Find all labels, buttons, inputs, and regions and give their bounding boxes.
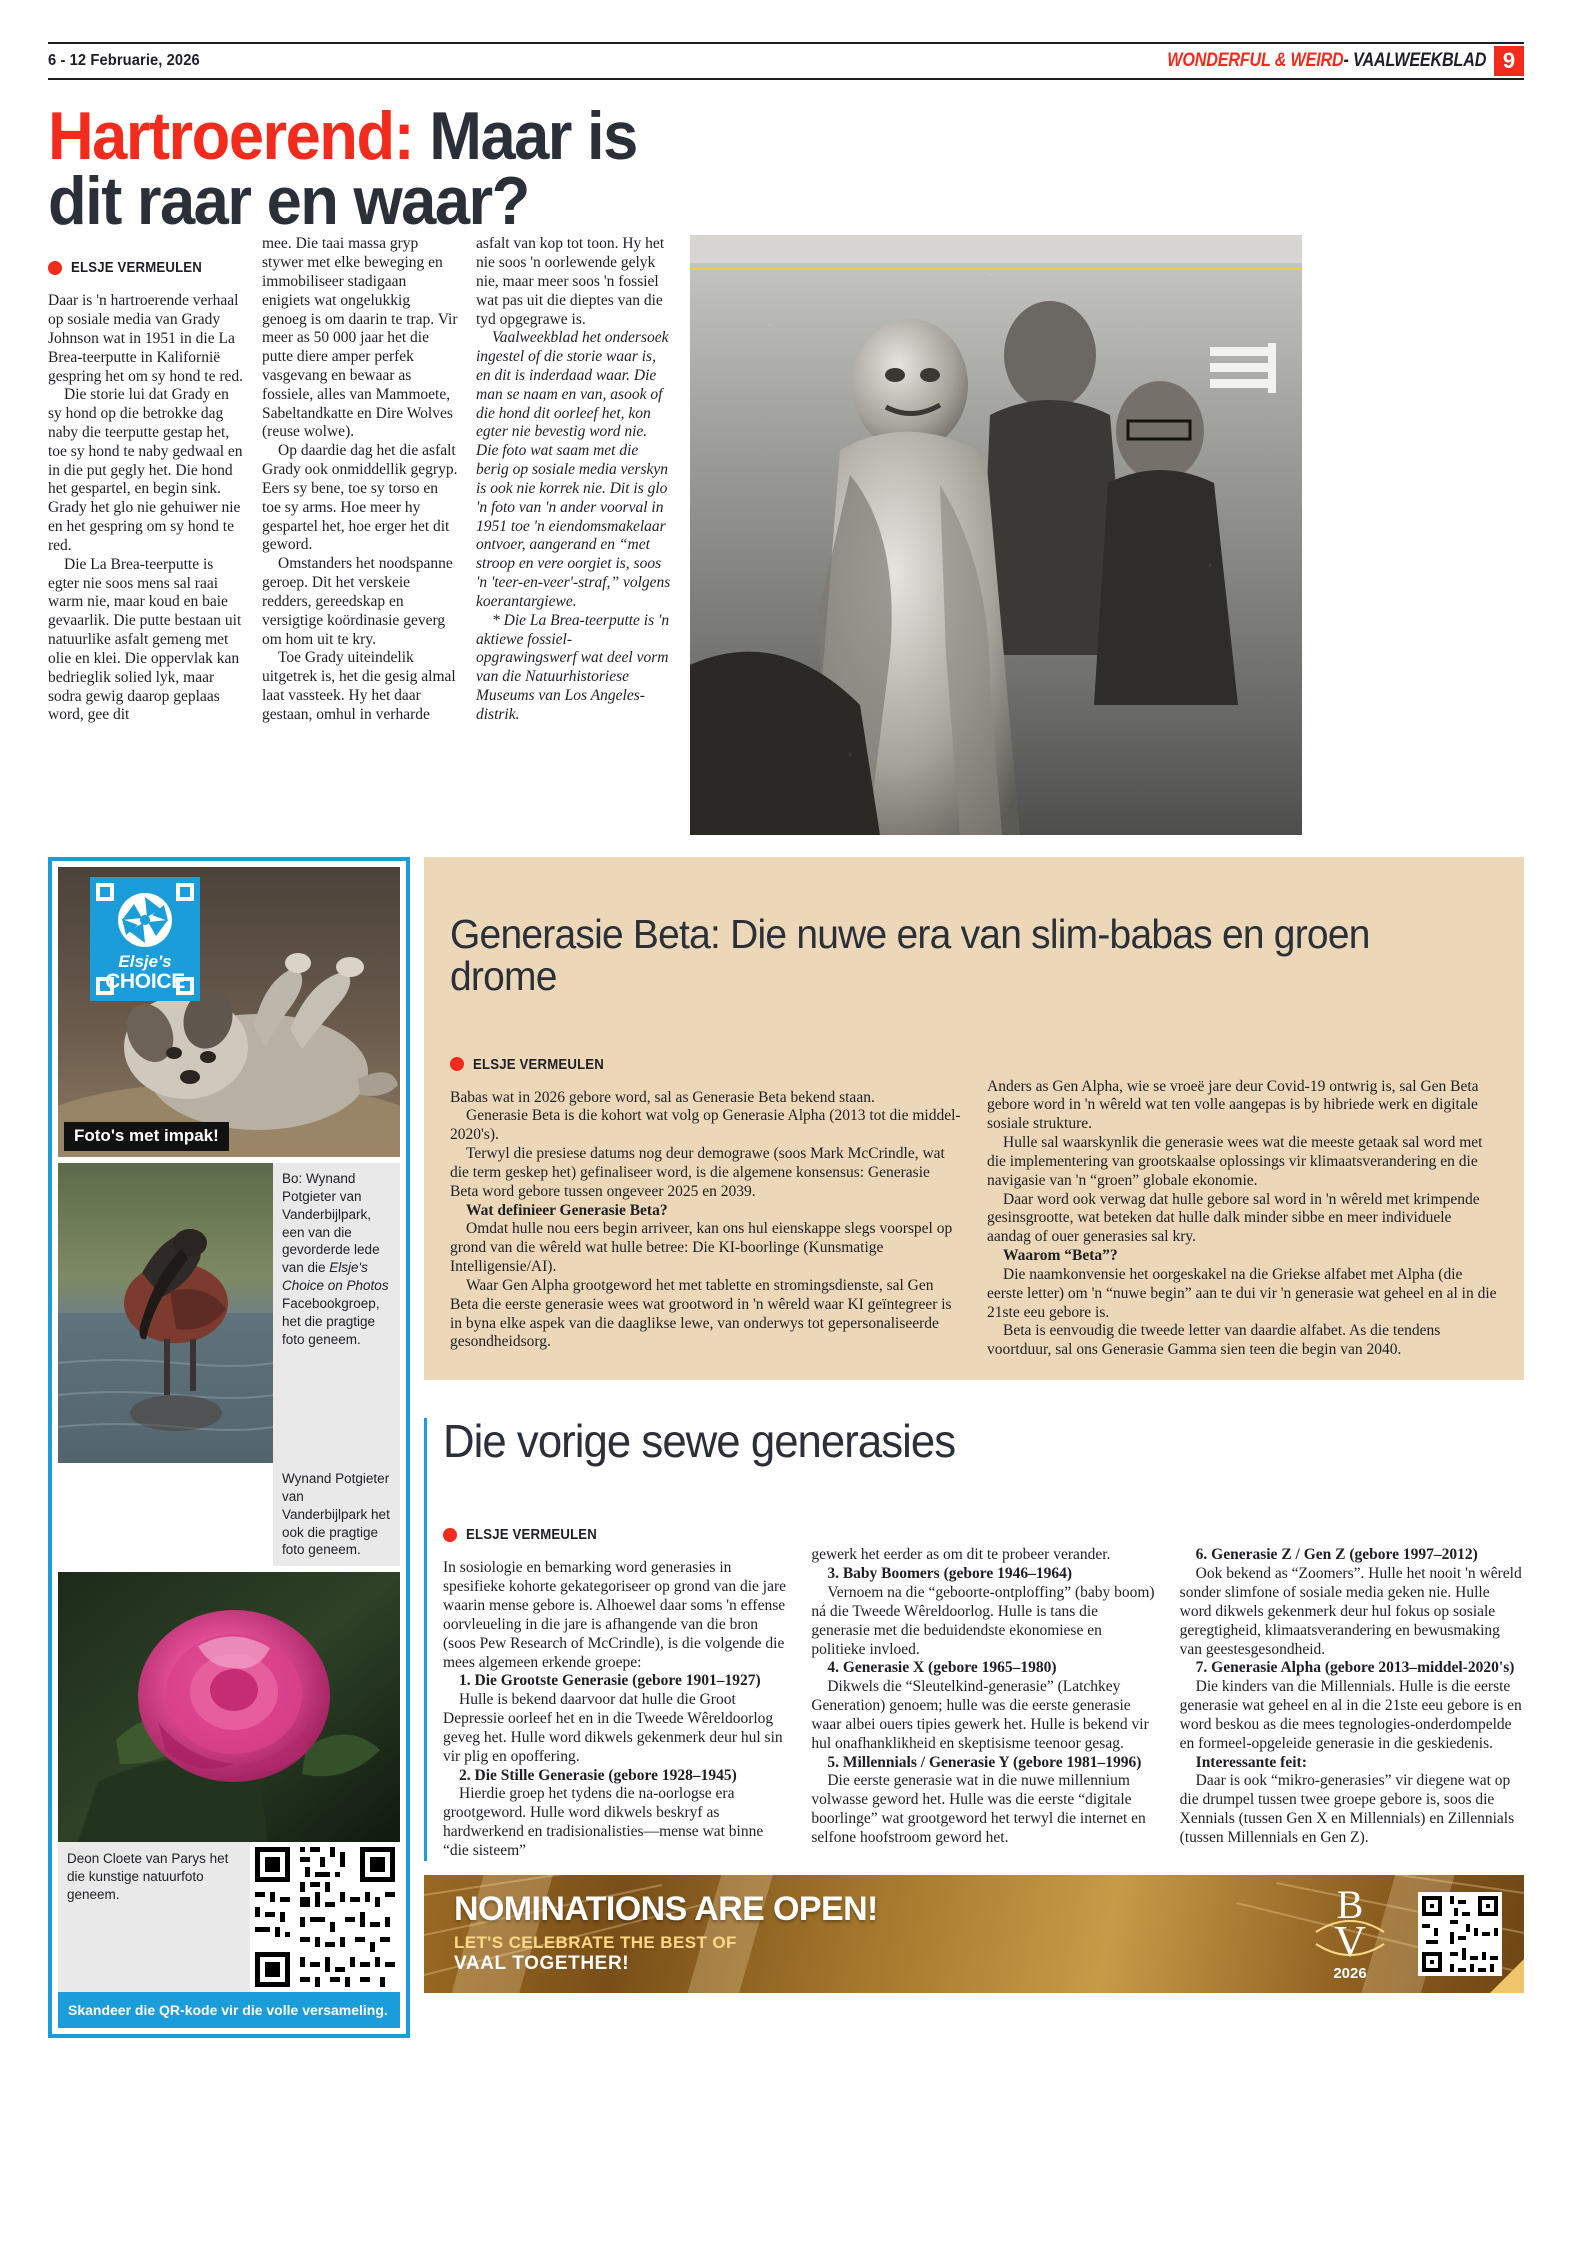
badge-corner-tl [96,883,114,901]
photo-dog [58,867,400,1157]
issue-date: 6 - 12 Februarie, 2026 [48,52,200,69]
paragraph: Babas wat in 2026 gebore word, sal as Generasie Beta bekend staan. [450,1088,875,1106]
ad-logo-year: 2026 [1333,1964,1367,1982]
byline-author: ELSJE VERMEULEN [71,259,203,277]
publication-brand [1167,50,1486,72]
paragraph: Hulle sal waarskynlik die generasie wees wat die meeste getaak sal word met die implementering van grootskaalse oplossings vir klimaatsverandering en die navigasie van 'n “groen” globale ekonomie. [987,1134,1483,1189]
photo-bird-image [58,1163,273,1463]
best-of-vaal-logo [1296,1882,1404,1986]
paragraph: Generasie Beta is die kohort wat volg op Generasie Alpha (2013 tot die middel-2020's). [450,1107,961,1144]
photo-rail [48,857,410,2038]
photo-caption-2: Wynand Potgieter van Vanderbijlpark het ook die pragtige foto geneem. [273,1463,400,1566]
beta-col2-spacer [987,1032,1498,1078]
byline-author: ELSJE VERMEULEN [473,1055,605,1073]
lead-photo [690,235,1302,835]
caption1-post: Facebookgroep, het die pragtige foto geneem. [282,1295,380,1347]
qr-caption-strip [58,1842,400,1992]
gens-col3-spacer [1180,1502,1524,1546]
paragraph: Daar is 'n hartroerende verhaal op sosiale media van Grady Johnson wat in 1951 in die La Brea-teerputte in Kalifornië gespring het om sy hond te red. [48,292,244,385]
lead-headline [48,98,643,239]
lead-col3-body [476,235,672,725]
paragraph: Dikwels die “Sleutelkind-generasie” (Latchkey Generation) genoem; hulle was die eerste generasie waar albei ouers tipies gewerk het. Hulle is bekend vir hul onafhanklikheid en skeptisisme teenoor gesag. [811,1678,1149,1752]
lead-article [48,235,1524,835]
beta-column-2 [987,1032,1498,1360]
badge-corner-br [176,977,194,995]
ad-logo-b: B [1336,1881,1364,1927]
gens-byline [443,1526,787,1543]
subheading: 3. Baby Boomers (gebore 1946–1964) [827,1565,1073,1583]
paragraph: Die eerste generasie wat in die nuwe millennium volwasse geword het. Hulle was die eerste “digitale boorlinge” wat grootgeword het terwyl die internet en selfone hoofstroom geword het. [811,1772,1146,1846]
paragraph: Hulle is bekend daarvoor dat hulle die Groot Depressie oorleef het en in die Tweede Wêreldoorlog geveg het. Hulle word dikwels gekenmerk deur hul sin vir plig en opoffering. [443,1691,783,1765]
paragraph: Omstanders het noodspanne geroep. Dit het verskeie redders, gereedskap en versigtige koördinasie geverg om hom uit te kry. [262,555,453,648]
caption1-pre: Bo: Wynand Potgieter van Vanderbijlpark, een van die gevorderde lede van die [282,1171,380,1276]
paragraph: Anders as Gen Alpha, wie se vroeë jare deur Covid-19 ontwrig is, sal Gen Beta gebore word in 'n wêreld wat ten volle aangepas is by hibriede werk en digitale sosiale strukture. [987,1077,1479,1133]
paragraph: mee. Die taai massa gryp stywer met elke beweging en immobiliseer stadigaan enigiets wat ongelukkig genoeg is om daarin te trap. Vir meer as 50 000 jaar het die putte diere amper perfek vasgevang en bewaar as fossiele, alles van Mammoete, Sabeltandkatte en Dire Wolves (reuse wolwe). [262,235,458,441]
brand-vaalweekblad: - VAALWEEKBLAD [1343,50,1486,71]
lead-byline [48,259,244,276]
subheading: 6. Generasie Z / Gen Z (gebore 1997–2012) [1195,1546,1478,1564]
paragraph: Die naamkonvensie het oorgeskakel na die Griekse alfabet met Alpha (die eerste letter) om 'n “nuwe begin” aan te dui vir 'n generasie wat geheel en al in die 21ste eeu gebore is. [987,1265,1497,1321]
photos-impact-label: Foto's met impak! [64,1122,229,1151]
paragraph: Vaalweekblad het ondersoek ingestel of die storie waar is, en dit is inderdaad waar. Die man se naam en van, asook of die hond dit oorleef het, kon egter nie bevestig word nie. Die foto wat saam met die berig op sosiale media verskyn is ook nie korrek nie. Dit is glo 'n foto van 'n ander voorval in 1951 toe 'n eiendomsmakelaar ontvoer, aangerand en “met stroop en vere oorgiet is, soos 'n 'teer-en-veer'-straf,” volgens koerantargiewe. [476,329,671,610]
elsjes-choice-badge [90,877,200,1001]
masthead-rule-bottom [48,78,1524,80]
qr-code-icon[interactable] [250,1842,400,1992]
ad-logo-v: V [1334,1916,1366,1966]
paragraph: In sosiologie en bemarking word generasies in spesifieke kohorte gekategoriseer op grond van die jare waarin mense gebore is. Alhoewel daar soms 'n effense oorvleueling in die jare is afhangende van die bron (soos Pew Research of McCrindle), is die volgende die mees algemeen erkende groepe: [443,1559,787,1671]
lead-col1-body [48,292,244,725]
vorige-generasies-headline: Die vorige sewe generasies [443,1415,956,1468]
paragraph: Terwyl die presiese datums nog deur demograwe (soos Mark McCrindle, wat die term geskep het) gefinaliseer word, is die algemene konsensus: Generasie Beta word gebore tussen ongeveer 2025 en 2039. [450,1145,945,1200]
paragraph: Beta is eenvoudig die tweede letter van daardie alfabet. As die tendens voortduur, sal ons Generasie Gamma sien teen die begin van 2040. [987,1322,1441,1359]
paragraph: Daar is ook “mikro-generasies” vir diegene wat op die drumpel tussen twee groepe gebore is, soos die Xennials (tussen Gen X en Millennials) en Zillennials (tussen Millennials en Gen Z). [1179,1772,1515,1846]
lead-headline-kicker: Hartroerend: [48,98,414,174]
photo-bird [58,1163,273,1463]
ad-headline: NOMINATIONS ARE OPEN! [454,1890,878,1929]
subheading: 5. Millennials / Generasie Y (gebore 1981–1996) [827,1753,1142,1771]
subheading: 2. Die Stille Generasie (gebore 1928–1945) [459,1766,737,1784]
lead-col2-body [262,235,458,725]
generasie-beta-headline: Generasie Beta: Die nuwe era van slim-babas en groen drome [450,911,1370,1000]
subheading: 7. Generasie Alpha (gebore 2013–middel-2020's) [1195,1659,1515,1677]
byline-dot-icon [443,1528,457,1542]
paragraph: Daar word ook verwag dat hulle gebore sal word in 'n wêreld met krimpende gesinsgrootte, wat beteken dat hulle dalk minder sibbe en meer individuele aandag of ouer generasies sal kry. [987,1190,1480,1246]
photo-rose-image [58,1572,400,1842]
paragraph: Die storie lui dat Grady en sy hond op die betrokke dag naby die teerputte gestap het, toe sy hond te naby gedwaal en in die put gegly het. Die hond het gespartel, en begin sink. Grady het glo nie gehuiwer nie en het gespring om sy hond te red. [48,386,243,554]
photo-caption-1 [273,1163,400,1463]
lead-column-1 [48,235,244,835]
photo-caption-3: Deon Cloete van Parys het die kunstige natuurfoto geneem. [58,1842,250,1992]
camera-aperture-icon [116,891,174,949]
beta-col1-body [450,1089,961,1353]
subheading: Waarom “Beta”? [1003,1247,1118,1265]
beta-column-1 [450,1032,961,1360]
beta-col2-body [987,1078,1498,1360]
subheading: Wat definieer Generasie Beta? [466,1201,668,1219]
generasie-beta-article [424,857,1524,1380]
newspaper-page [0,42,1572,2266]
paragraph: Die La Brea-teerputte is egter nie soos mens sal raai warm nie, maar koud en baie gevaarlik. Die putte bestaan uit natuurlike asfalt gemeng met olie en klei. Die oppervlak kan bedrieglik solied lyk, maar sodra gewig daarop geplaas word, gee dit [48,555,242,724]
badge-line-2: CHOICE [105,970,185,994]
paragraph: Vernoem na die “geboorte-ontploffing” (baby boom) ná die Tweede Wêreldoorlog. Hulle is tans die generasie met die beduidendste ekonomiese en politieke invloed. [811,1584,1155,1658]
brand-wonderful-weird: WONDERFUL & WEIRD [1167,50,1344,71]
byline-dot-icon [48,261,62,275]
paragraph: gewerk het eerder as om dit te probeer verander. [811,1546,1111,1564]
paragraph: Hierdie groep het tydens die na-oorlogse era grootgeword. Hulle word dikwels beskryf as hardwerkend en tradisionalisties—mense wat binne “die sisteem” [443,1785,764,1859]
paragraph: Omdat hulle nou eers begin arriveer, kan ons hul eienskappe slegs voorspel op grond van die wêreld wat hulle betree: Die KI-boorlinge (Kunsmatige Intelligensie/AI). [450,1220,953,1276]
lead-column-2 [262,235,458,835]
subheading: Interessante feit: [1195,1753,1307,1771]
gens-col2-spacer [811,1502,1155,1546]
paragraph: Waar Gen Alpha grootgeword het met tablette en stromingsdienste, sal Gen Beta die eerste generasie wees wat grootword in 'n wêreld waar KI geïntegreer is in byna elke aspek van die daaglikse lewe, van onderwys tot gepersonaliseerde gesondheidsorg. [450,1276,952,1351]
subheading: 4. Generasie X (gebore 1965–1980) [827,1659,1057,1677]
gens-col1-body [443,1559,787,1860]
byline-author: ELSJE VERMEULEN [466,1526,598,1544]
byline-dot-icon [450,1057,464,1071]
photo-rose [58,1572,400,1842]
badge-line-1: Elsje's [118,952,172,972]
lead-column-3 [476,235,672,835]
ad-subline-2: VAAL TOGETHER! [454,1953,630,1975]
beta-byline [450,1056,961,1073]
paragraph: * Die La Brea-teerputte is 'n aktiewe fossiel-opgrawingswerf wat deel vorm van die Natuurhistoriese Museums van Los Angeles-distrik. [476,611,670,723]
badge-corner-bl [96,977,114,995]
masthead-brand-group [1111,46,1524,76]
ad-subline-1: LET'S CELEBRATE THE BEST OF [454,1933,737,1953]
badge-corner-tr [176,883,194,901]
paragraph: Toe Grady uiteindelik uitgetrek is, het die gesig almal laat vassteek. Hy het daar gestaan, omhul in verharde [262,649,456,723]
paragraph: Op daardie dag het die asfalt Grady ook onmiddellik gegryp. Eers sy bene, toe sy torso en toe sy arms. Hoe meer hy gespartel het, hoe erger het dit geword. [262,442,458,554]
masthead [48,42,1524,80]
page-number-badge: 9 [1494,46,1524,76]
nominations-ad-banner[interactable] [424,1875,1524,1993]
gens-column-1 [443,1502,787,1860]
lead-headline-main: Maar is dit raar en waar? [48,98,637,239]
ad-corner-fold [1490,1959,1524,1993]
vorige-generasies-article [424,1415,1524,1860]
paragraph: Die kinders van die Millennials. Hulle is die eerste generasie wat geheel en al in die 21ste eeu gebore is en word beskou as die mees tegnologies-onderdompelde en formeel-opgeleide generasie in die geskiedenis. [1179,1678,1522,1752]
lead-photo-image [690,235,1302,835]
ad-text-block [440,1892,1282,1974]
gens-column-2 [811,1502,1155,1860]
caption1-group-name: Elsje's Choice on Photos [282,1260,389,1294]
gens-column-3 [1180,1502,1524,1860]
subheading: 1. Die Grootste Generasie (gebore 1901–1927) [459,1672,761,1690]
scan-qr-instruction: Skandeer die QR-kode vir die volle versameling. [58,1992,400,2028]
paragraph: asfalt van kop tot toon. Hy het nie soos 'n oorlewende gelyk nie, maar meer soos 'n fossiel wat pas uit die dieptes van die tyd opgegrawe is. [476,235,665,328]
gens-col3-body [1180,1546,1524,1847]
right-content-stack [424,857,1524,1992]
paragraph: Ook bekend as “Zoomers”. Hulle het nooit 'n wêreld sonder slimfone of sosiale media geken nie. Hulle word dikwels gekenmerk deur hul fokus op sosiale geregtigheid, klimaatsverandering en bewusmaking van geestesgesondheid. [1179,1565,1522,1658]
middle-band [48,857,1524,2038]
gens-col2-body [811,1546,1155,1847]
